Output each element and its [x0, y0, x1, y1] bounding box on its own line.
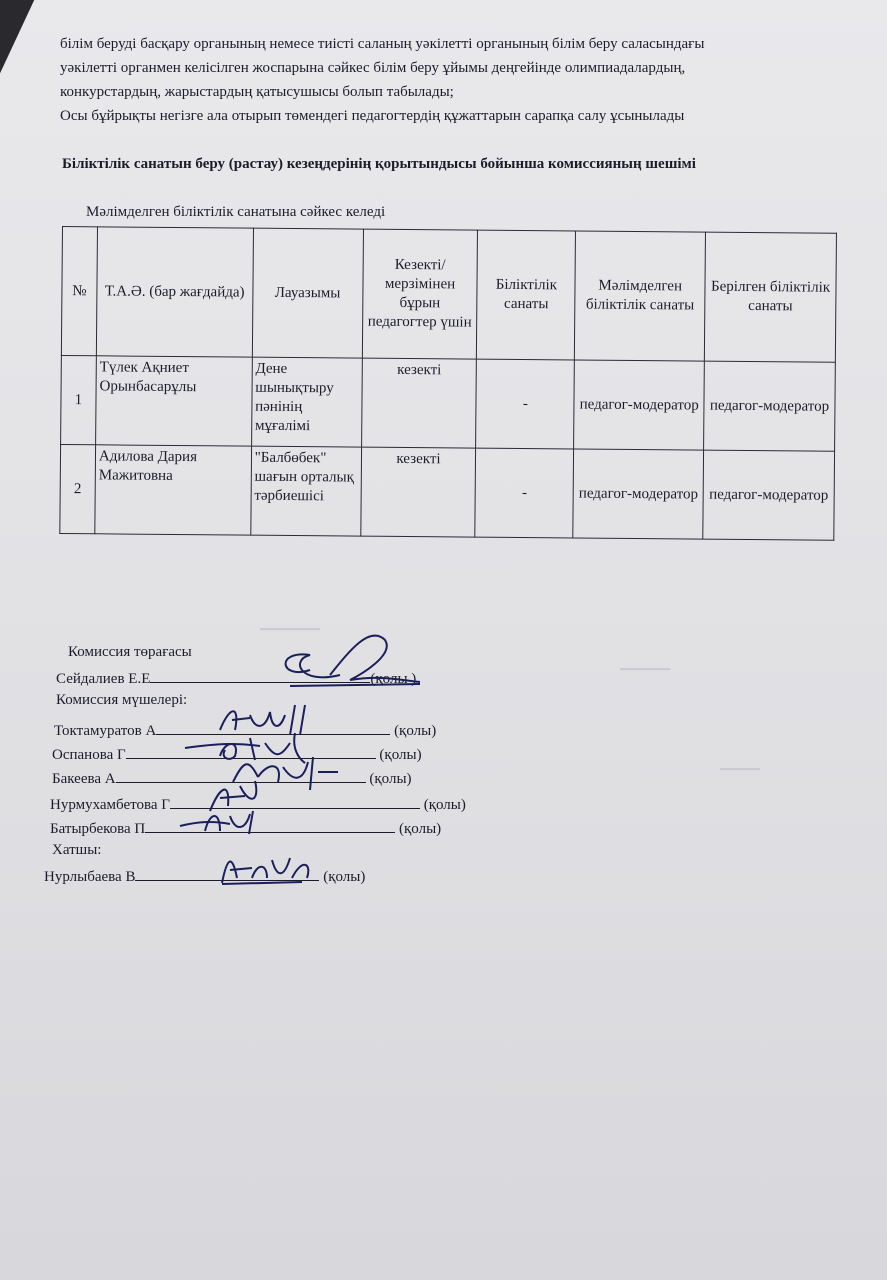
paragraph-line-3: конкурстардың, жарыстардың қатысушысы болып табылады;	[60, 84, 454, 100]
chair-signature-icon	[270, 620, 430, 700]
member-sign-label: (қолы)	[379, 747, 422, 763]
bleed-through-mark: ▁▁▁▁▁	[620, 655, 670, 670]
bleed-through-mark: ▁▁▁▁	[720, 755, 760, 770]
paragraph-line-2: уәкілетті органмен келісілген жоспарына сәйкес білім беру ұйымы деңгейінде олимпиадалардың,	[60, 60, 686, 76]
secretary-title: Хатшы:	[52, 842, 102, 858]
chair-title: Комиссия төрағасы	[68, 644, 192, 660]
header-name: Т.А.Ә. (бар жағдайда)	[96, 227, 253, 357]
paragraph-line-4: Осы бұйрықты негізге ала отырып төмендегі педагогтердің құжаттарын сарапқа салу ұсынылады	[60, 108, 685, 124]
cell-name: Адилова Дария Мажитовна	[95, 445, 252, 535]
cell-type: кезекті	[360, 447, 476, 537]
secretary-signature-icon	[212, 848, 322, 888]
chair-name: Сейдалиев Е.Е	[56, 671, 151, 687]
cell-position: Дене шынықтыру пәнінің мұғалімі	[251, 357, 362, 447]
cell-assigned: педагог-модератор	[704, 361, 836, 451]
chair-sign-label: (қолы )	[370, 671, 417, 687]
header-type: Кезекті/ мерзімінен бұрын педагогтер үшін	[362, 229, 478, 359]
header-category: Біліктілік санаты	[477, 230, 576, 360]
member-sign-label: (қолы)	[423, 797, 466, 813]
cell-category: -	[475, 448, 574, 538]
member-sign-label: (қолы)	[399, 821, 442, 837]
member-name: Нурмухамбетова Г	[50, 797, 170, 813]
member-name: Батырбекова П	[50, 821, 146, 837]
decision-heading: Біліктілік санатын беру (растау) кезеңдерінің қорытындысы бойынша комиссияның шешімі	[62, 156, 696, 172]
cell-type: кезекті	[361, 358, 477, 448]
header-number: №	[61, 227, 97, 356]
member-sign-label: (қолы)	[394, 723, 437, 739]
cell-name: Түлек Ақниет Орынбасарұлы	[96, 356, 253, 446]
bleed-through-mark: ▁▁▁▁▁▁	[260, 615, 320, 630]
cell-declared: педагог-модератор	[574, 360, 705, 450]
cell-declared: педагог-модератор	[573, 449, 704, 539]
table-caption: Мәлімделген біліктілік санатына сәйкес келеді	[86, 204, 386, 220]
page-corner-shadow	[0, 0, 37, 76]
paragraph-line-1: білім беруді басқару органының немесе тиісті саланың уәкілетті органының білім беру саласындағы	[60, 36, 705, 52]
member-name: Бакеева А	[52, 771, 116, 787]
header-assigned: Берілген біліктілік санаты	[705, 232, 837, 362]
table-row	[60, 444, 835, 540]
cell-number: 2	[60, 444, 96, 533]
table-row	[61, 355, 836, 451]
header-position: Лауазымы	[252, 228, 363, 358]
header-declared: Мәлімделген біліктілік санаты	[575, 231, 706, 361]
cell-assigned: педагог-модератор	[703, 450, 835, 540]
member-name: Оспанова Г	[52, 747, 126, 763]
cell-category: -	[476, 359, 575, 449]
member-sign-label: (қолы)	[369, 771, 412, 787]
cell-position: "Балбөбек" шағын орталық тәрбиешісі	[251, 446, 362, 536]
member-signature-icon	[175, 806, 275, 836]
secretary-name: Нурлыбаева В	[44, 869, 136, 885]
secretary-sign-label: (қолы)	[323, 869, 366, 885]
members-title: Комиссия мүшелері:	[56, 692, 188, 708]
cell-number: 1	[61, 355, 97, 444]
table-header-row	[61, 227, 836, 363]
member-name: Токтамуратов А	[54, 723, 157, 739]
decision-table	[59, 226, 837, 541]
